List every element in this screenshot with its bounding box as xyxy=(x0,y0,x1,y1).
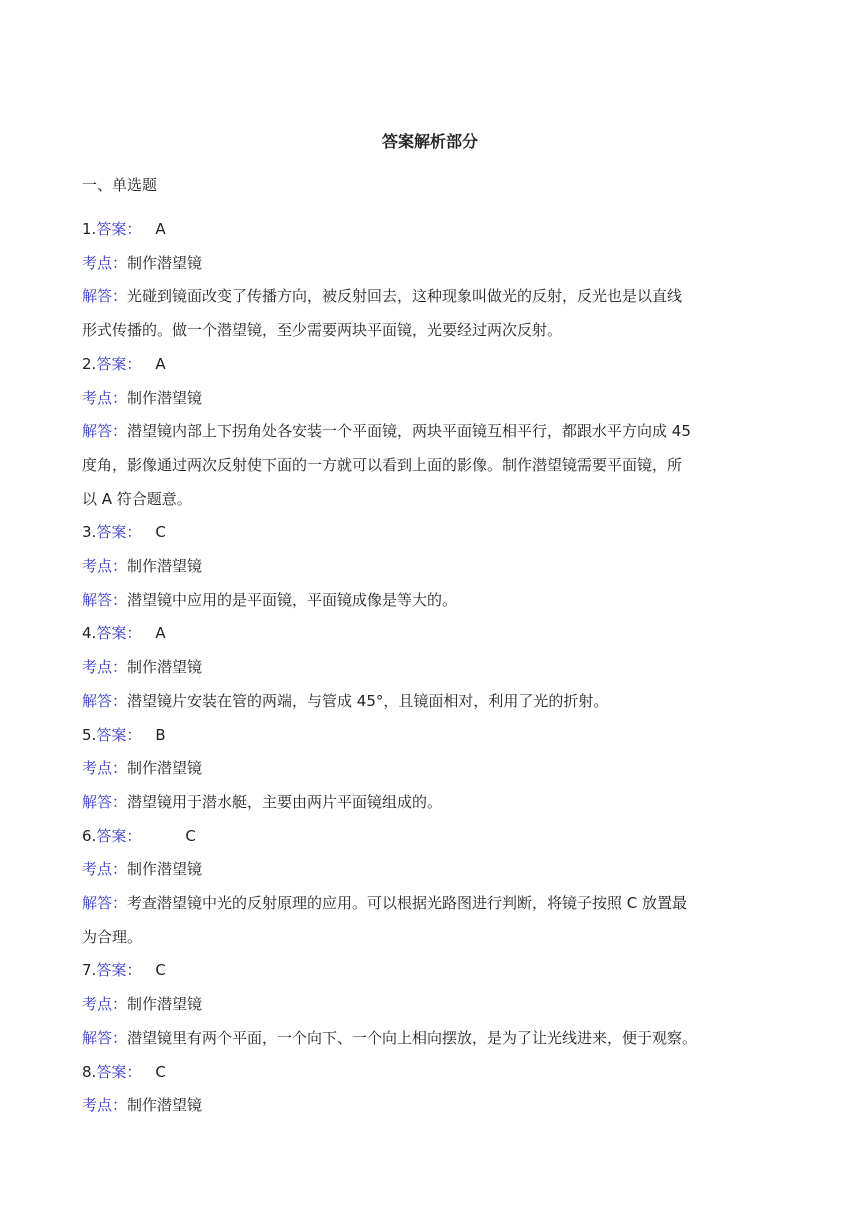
answer-value: A xyxy=(155,354,166,373)
answer-label: 答案： xyxy=(96,826,142,845)
point-line xyxy=(82,382,782,416)
point-label: 考点： xyxy=(82,995,128,1014)
answer-line xyxy=(82,516,782,550)
answer-value: A xyxy=(155,624,166,643)
question-number: 7. xyxy=(82,961,97,980)
answer-list xyxy=(82,213,782,1123)
explain-line xyxy=(82,314,782,348)
question-number: 6. xyxy=(82,826,97,845)
answer-item xyxy=(82,617,782,718)
answer-line xyxy=(82,213,782,247)
explain-text: 度角，影像通过两次反射使下面的一方就可以看到上面的影像。制作潜望镜需要平面镜，所 xyxy=(82,455,683,474)
answer-item xyxy=(82,348,782,517)
point-line xyxy=(82,988,782,1022)
answer-line xyxy=(82,954,782,988)
explain-line xyxy=(82,280,782,314)
point-value: 制作潜望镜 xyxy=(127,253,203,272)
explain-label: 解答： xyxy=(82,691,128,710)
question-number: 5. xyxy=(82,725,97,744)
answer-value: B xyxy=(155,725,166,744)
explain-label: 解答： xyxy=(82,287,128,306)
answer-value: C xyxy=(155,961,166,980)
answer-item xyxy=(82,954,782,1055)
explain-label: 解答： xyxy=(82,422,128,441)
explain-text: 潜望镜中应用的是平面镜，平面镜成像是等大的。 xyxy=(127,590,458,609)
explain-text: 考查潜望镜中光的反射原理的应用。可以根据光路图进行判断，将镜子按照 C 放置最 xyxy=(127,894,688,913)
explain-text: 潜望镜片安装在管的两端，与管成 45°，且镜面相对，利用了光的折射。 xyxy=(127,691,609,710)
answer-line xyxy=(82,617,782,651)
explain-label: 解答： xyxy=(82,894,128,913)
point-label: 考点： xyxy=(82,759,128,778)
explain-line xyxy=(82,887,782,921)
answer-line xyxy=(82,719,782,753)
explain-text: 潜望镜用于潜水艇，主要由两片平面镜组成的。 xyxy=(127,792,443,811)
point-line xyxy=(82,1089,782,1123)
explain-line xyxy=(82,415,782,449)
question-number: 8. xyxy=(82,1062,97,1081)
point-line xyxy=(82,853,782,887)
answer-line xyxy=(82,348,782,382)
explain-line xyxy=(82,584,782,618)
answer-value: C xyxy=(155,1062,166,1081)
explain-text: 潜望镜内部上下拐角处各安装一个平面镜，两块平面镜互相平行，都跟水平方向成 45 xyxy=(127,422,691,441)
point-line xyxy=(82,247,782,281)
answer-label: 答案： xyxy=(96,220,142,238)
page-title: 答案解析部分 xyxy=(381,132,478,151)
explain-label: 解答： xyxy=(82,792,128,811)
question-number: 2. xyxy=(82,354,97,373)
point-label: 考点： xyxy=(82,253,128,272)
point-value: 制作潜望镜 xyxy=(127,388,203,407)
explain-line xyxy=(82,786,782,820)
answer-value: A xyxy=(155,220,166,238)
point-line xyxy=(82,550,782,584)
point-value: 制作潜望镜 xyxy=(127,658,203,677)
answer-label: 答案： xyxy=(96,354,142,373)
answer-value: C xyxy=(185,826,196,845)
answer-item xyxy=(82,719,782,820)
answer-label: 答案： xyxy=(96,725,142,744)
section-heading: 一、单选题 xyxy=(82,176,158,194)
point-line xyxy=(82,752,782,786)
explain-label: 解答： xyxy=(82,590,128,609)
explain-line xyxy=(82,449,782,483)
point-label: 考点： xyxy=(82,388,128,407)
explain-text: 光碰到镜面改变了传播方向，被反射回去，这种现象叫做光的反射，反光也是以直线 xyxy=(127,287,683,306)
answer-label: 答案： xyxy=(96,1062,142,1081)
point-label: 考点： xyxy=(82,1096,128,1115)
point-line xyxy=(82,651,782,685)
answer-value: C xyxy=(155,523,166,542)
answer-line xyxy=(82,820,782,854)
explain-line xyxy=(82,1022,782,1056)
explain-text: 形式传播的。做一个潜望镜，至少需要两块平面镜，光要经过两次反射。 xyxy=(82,321,563,340)
answer-label: 答案： xyxy=(96,624,142,643)
question-number: 1. xyxy=(82,220,97,238)
answer-item xyxy=(82,213,782,348)
answer-label: 答案： xyxy=(96,961,142,980)
point-label: 考点： xyxy=(82,860,128,879)
point-value: 制作潜望镜 xyxy=(127,860,203,879)
explain-text: 为合理。 xyxy=(82,927,143,946)
answer-item xyxy=(82,820,782,955)
question-number: 3. xyxy=(82,523,97,542)
answer-item xyxy=(82,516,782,617)
point-value: 制作潜望镜 xyxy=(127,759,203,778)
explain-text: 潜望镜里有两个平面，一个向下、一个向上相向摆放，是为了让光线进来，便于观察。 xyxy=(127,1028,698,1047)
point-label: 考点： xyxy=(82,557,128,576)
explain-line xyxy=(82,685,782,719)
explain-text: 以 A 符合题意。 xyxy=(82,489,192,508)
answer-label: 答案： xyxy=(96,523,142,542)
explain-label: 解答： xyxy=(82,1028,128,1047)
answer-line xyxy=(82,1056,782,1090)
point-value: 制作潜望镜 xyxy=(127,557,203,576)
point-value: 制作潜望镜 xyxy=(127,1096,203,1115)
point-label: 考点： xyxy=(82,658,128,677)
question-number: 4. xyxy=(82,624,97,643)
explain-line xyxy=(82,921,782,955)
point-value: 制作潜望镜 xyxy=(127,995,203,1014)
explain-line xyxy=(82,483,782,517)
answer-item xyxy=(82,1056,782,1123)
